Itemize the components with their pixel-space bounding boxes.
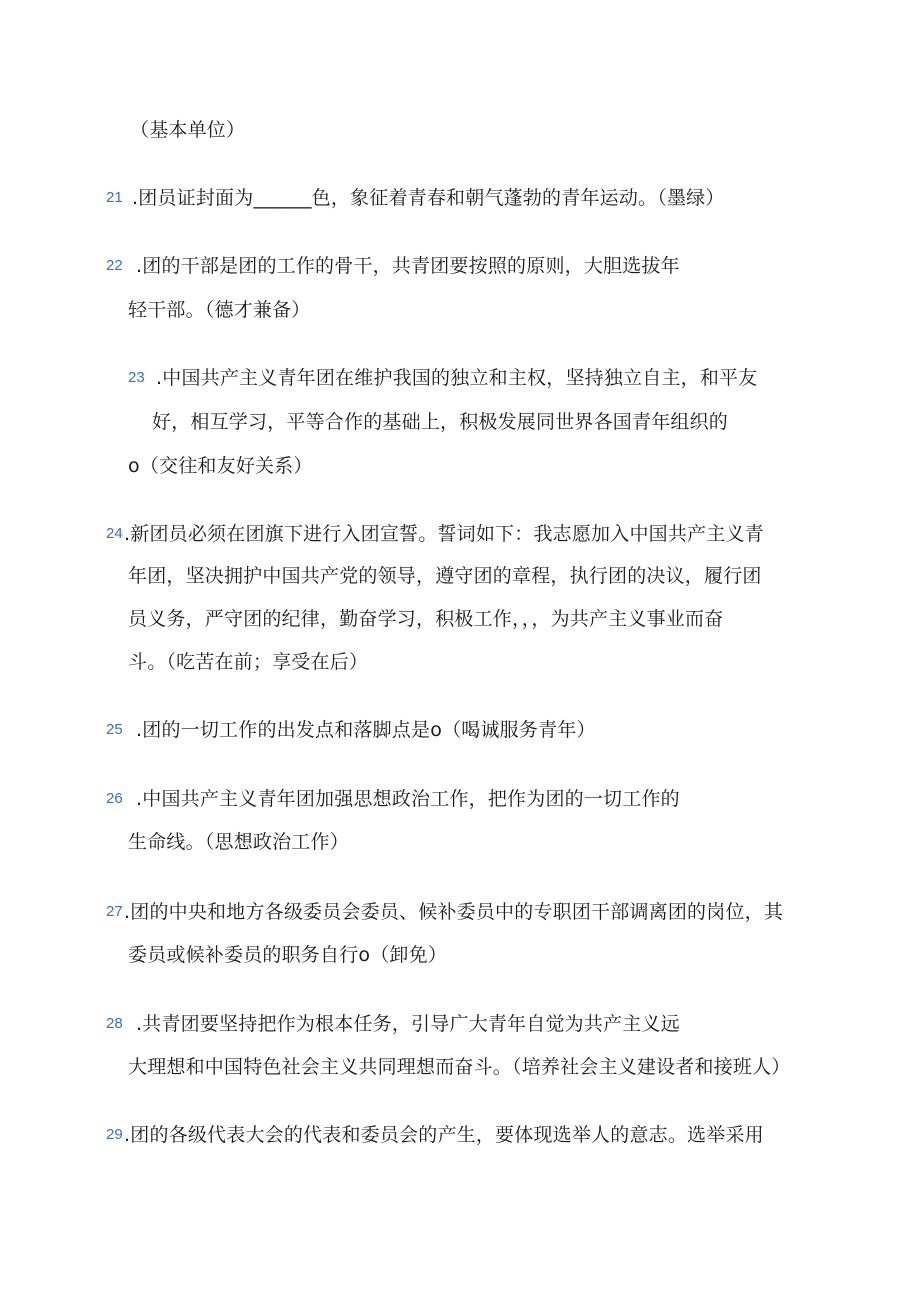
question-line: 大理想和中国特色社会主义共同理想而奋斗。（培养社会主义建设者和接班人） [128, 1056, 791, 1078]
question-number-21: 21 [106, 189, 123, 206]
question-line: 生命线。（思想政治工作） [128, 831, 349, 853]
question-number-29: 29 [106, 1126, 123, 1143]
question-line: .团的中央和地方各级委员会委员、候补委员中的专职团干部调离团的岗位，其 [124, 901, 784, 923]
question-line: .中国共产主义青年团在维护我国的独立和主权，坚持独立自主，和平友 [156, 367, 758, 389]
question-line: 好，相互学习，平等合作的基础上，积极发展同世界各国青年组织的 [152, 411, 729, 433]
question-line: 轻干部。（德才兼备） [128, 299, 311, 321]
question-line: .共青团要坚持把作为根本任务，引导广大青年自觉为共产主义远 [136, 1013, 680, 1035]
question-line: .中国共产主义青年团加强思想政治工作，把作为团的一切工作的 [136, 788, 680, 810]
question-number-23: 23 [128, 369, 145, 386]
question-line: （基本单位） [130, 119, 246, 141]
question-number-28: 28 [106, 1015, 123, 1032]
question-line: o（交往和友好关系） [128, 455, 313, 477]
question-number-26: 26 [106, 790, 123, 807]
question-line: .团的各级代表大会的代表和委员会的产生，要体现选举人的意志。选举采用 [124, 1124, 764, 1146]
question-line: 年团，坚决拥护中国共产党的领导，遵守团的章程，执行团的决议，履行团 [128, 565, 762, 587]
question-number-22: 22 [106, 257, 123, 274]
question-number-24: 24 [106, 525, 123, 542]
question-line: 委员或候补委员的职务自行o（卸免） [128, 944, 448, 966]
question-line: 员义务，严守团的纪律，勤奋学习，积极工作，，，为共产主义事业而奋 [128, 608, 724, 630]
question-number-27: 27 [106, 903, 123, 920]
question-line: .新团员必须在团旗下进行入团宣誓。誓词如下：我志愿加入中国共产主义青 [124, 523, 764, 545]
question-number-25: 25 [106, 721, 123, 738]
question-line: .团员证封面为______色，象征着青春和朝气蓬勃的青年运动。（墨绿） [132, 187, 725, 209]
question-line: .团的干部是团的工作的骨干，共青团要按照的原则，大胆选拔年 [136, 255, 680, 277]
question-line: 斗。（吃苦在前；享受在后） [128, 651, 369, 673]
question-line: .团的一切工作的出发点和落脚点是o（喝诚服务青年） [136, 719, 596, 741]
